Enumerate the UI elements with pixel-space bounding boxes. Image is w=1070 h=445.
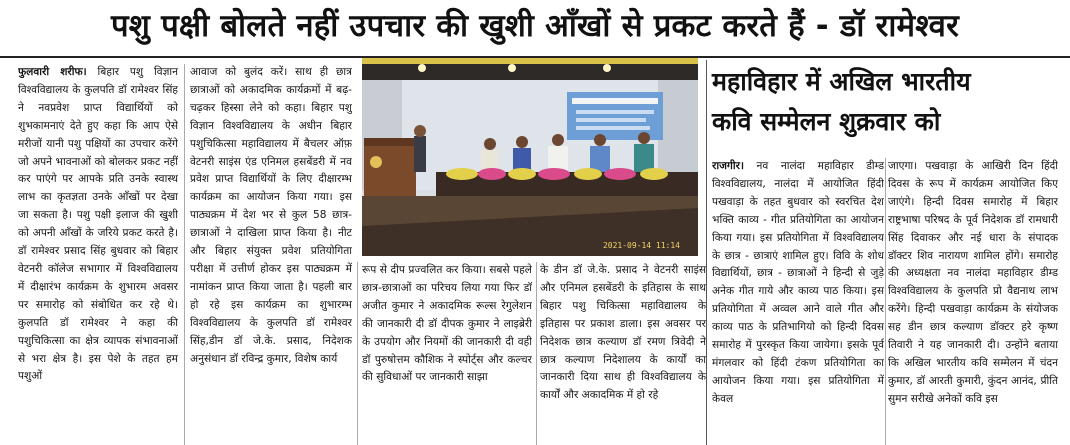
article1-col4-text: के डीन डॉ जे.के. प्रसाद ने वेटनरी साइंस और एनिमल हसबेंडरी के इतिहास के साथ बिहार पशु चिकित्सा महाविद्यालय के इतिहास पर प्रकाश डाला। इस अवसर पर निदेशक छात्र कल्याण डॉ रमण त्रिवेदी ने छात्र कल्याण निदेशालय के कार्यों का जानकारी दिया साथ ही विश्वविद्यालय के कार्यों और अकादमिक में हो रहे: [540, 264, 706, 402]
column-divider: [357, 262, 358, 445]
article1-column-2: [190, 64, 352, 445]
event-photo: [362, 58, 698, 256]
article1-column-4: [540, 262, 706, 445]
column-divider: [536, 262, 537, 445]
article-divider: [706, 60, 707, 445]
article2-dateline: राजगीर।: [712, 160, 744, 172]
article1-col2-text: आवाज को बुलंद करें। साथ ही छात्र छात्राओं को अकादमिक कार्यक्रमों में बढ़- चढ़कर हिस्सा लेने को कहा। बिहार पशु विज्ञान विश्वविद्यालय के अधीन बिहार पशुचिकित्सा महाविद्यालय में बैचलर ऑफ़ वेटनरी साइंस एंड एनिमल हसबेंडरी में नव प्रवेश प्राप्त विद्यार्थियों के लिए दीक्षारम्भ कार्यक्रम का आयोजन किया गया। इस पाठ्यक्रम में देश भर से कुल 58 छात्र-छात्राओं ने दाखिला प्राप्त किया है। नीट और बिहार संयुक्त प्रवेश प्रतियोगिता परीक्षा में उत्तीर्ण होकर इस पाठ्यक्रम में नामांकन प्राप्त किया जाता है। पहली बार हो रहे इस कार्यक्रम का शुभारम्भ विश्वविद्यालय के कुलपति डॉ रामेश्वर सिंह,डीन डॉ जे.के. प्रसाद, निदेशक अनुसंधान डॉ रविन्द्र कुमार, विशेष कार्य: [190, 66, 352, 365]
article2-headline-line-2: कवि सम्मेलन शुक्रवार को: [712, 107, 941, 136]
column-divider: [184, 64, 185, 445]
column-divider: [885, 158, 886, 445]
article2-col2-text: जाएगा। पखवाड़ा के आखिरी दिन हिंदी दिवस के रूप में कार्यक्रम आयोजित किए जाएंगे। हिन्दी दिवस समारोह में बिहार राष्ट्रभाषा परिषद के पूर्व निदेशक डॉ रामधारी सिंह दिवाकर और नई धारा के संपादक डॉक्टर शिव नारायण शामिल होंगे। समारोह की अध्यक्षता नव नालंदा महाविहार डीम्ड विश्वविद्यालय के कुलपति प्रो वैद्यनाथ लाभ करेंगे। हिन्दी पखवाड़ा कार्यक्रम के संयोजक सह डीन छात्र कल्याण डॉक्टर हरे कृष्ण तिवारी ने यह जानकारी दी। उन्होंने बताया कि अखिल भारतीय कवि सम्मेलन में चंदन कुमार, डॉ आरती कुमारी, कुंदन आनंद, प्रीति सुमन सरीखे अनेकों कवि इस: [888, 160, 1058, 405]
article2-column-1: [712, 158, 884, 445]
article2-headline-line-1: महाविहार में अखिल भारतीय: [712, 67, 971, 96]
photo-timestamp: 2021-09-14 11:14: [602, 241, 680, 250]
main-headline: पशु पक्षी बोलते नहीं उपचार की खुशी आँखों से प्रकट करते हैं - डॉ रामेश्वर: [111, 8, 959, 44]
article2-col1-text: नव नालंदा महाविहार डीम्ड विश्वविद्यालय, नालंदा में आयोजित हिंदी पखवाड़ा के तहत बुधवार को स्वरचित देश भक्ति काव्य - गीत प्रतियोगिता का आयोजन किया गया। इस प्रतियोगिता में विश्वविद्यालय के छात्र - छात्राएं शामिल हुए। विवि के शोध विद्यार्थियों, छात्र - छात्राओं ने हिन्दी से जुड़े अनेक गीत गाये और काव्य पाठ किया। इस प्रतियोगिता में अव्वल आने वाले गीत और काव्य पाठ के प्रतिभागियो को हिन्दी दिवस समारोह में पुरस्कृत किया जायेगा। इसके पूर्व मंगलवार को हिंदी टंकण प्रतियोगिता का आयोजन किया गया। इस प्रतियोगिता में केवल: [712, 160, 884, 405]
article1-col3-text: रूप से दीप प्रज्वलित कर किया। सबसे पहले छात्र-छात्राओं का परिचय लिया गया फिर डॉ अजीत कुमार ने अकादमिक रूल्स रेगुलेशन की जानकारी दी डॉ दीपक कुमार ने लाइब्रेरी के उपयोग और नियमों की जानकारी दी वही डॉ पुरुषोत्तम कौशिक ने स्पोर्ट्स और कल्चर की सुविधाओं पर जानकारी साझा: [362, 264, 532, 384]
article2-headline: [712, 62, 1062, 142]
article2-column-2: [888, 158, 1058, 445]
article1-dateline: फुलवारी शरीफ।: [18, 66, 87, 78]
article1-column-3: [362, 262, 532, 445]
event-photo-illustration: [362, 58, 698, 256]
article1-column-1: [18, 64, 178, 445]
article1-col1-text: बिहार पशु विज्ञान विश्वविद्यालय के कुलपति डॉ रामेश्वर सिंह ने नवप्रवेश प्राप्त विद्यार्थियों को शुभकामनाएं देते हुए कहा कि आप ऐसे मरीजों यानी पशु पक्षियों का उपचार करेंगे जो अपने भावनाओं को बोलकर प्रकट नहीं कर पाएंगे पर आपके प्रति उनके स्वास्थ लाभ का कृतज्ञता उनके आँखों पर देखा जा सकता है। पशु पक्षी इलाज की खुशी को अपनी आँखों के जरिये प्रकट करते है। डॉ रामेश्वर प्रसाद सिंह बुधवार को बिहार वेटनरी कॉलेज सभागार में विश्वविद्यालय में दीक्षारंभ कार्यक्रम के शुभारम अवसर पर समारोह को संबोधित कर रहे थे। कुलपति डॉ रामेश्वर ने कहा की पशुचिकित्सा का क्षेत्र व्यापक संभावनाओं से भरा क्षेत्र है। इस पेशे के तहत हम पशुओं: [18, 66, 178, 383]
